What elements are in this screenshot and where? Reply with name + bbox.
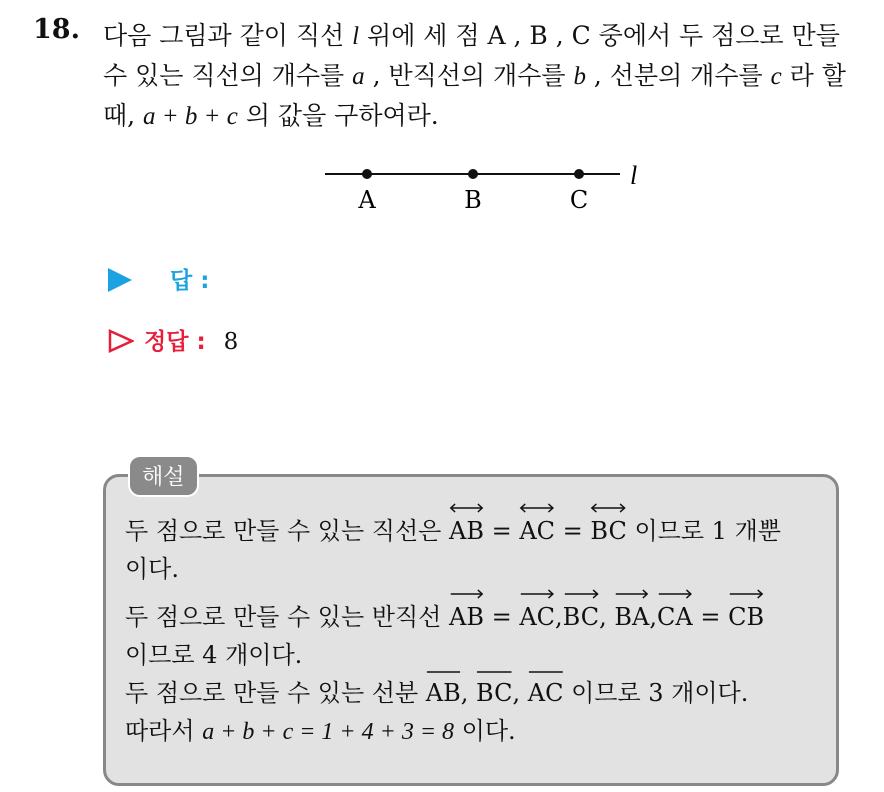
line-figure — [320, 158, 650, 218]
symbol-text: AC — [519, 603, 556, 631]
ray-symbol — [614, 598, 649, 636]
solution-line-5: 두 점으로 만들 수 있는 선분 AB, BC, AC 이므로 3 개이다. — [125, 674, 837, 712]
text: 수 있는 직선의 개수를 — [103, 61, 353, 90]
text: 때, — [103, 101, 144, 130]
solution-text — [125, 512, 837, 750]
right-arrow-icon — [449, 588, 484, 600]
outline-triangle-icon — [108, 329, 134, 353]
problem-line-3 — [103, 96, 883, 136]
solution-line-1: 두 점으로 만들 수 있는 직선은 AB = AC = BC 이므로 1 개뿐 — [125, 512, 837, 550]
solution-line-6 — [125, 712, 837, 750]
ray-symbol — [657, 598, 693, 636]
problem-number: 18. — [33, 14, 80, 45]
text: 다음 그림과 같이 직선 — [103, 21, 353, 50]
text: 이다. — [454, 717, 516, 745]
text: 두 점으로 만들 수 있는 선분 — [125, 679, 426, 707]
point-c-label: C — [569, 186, 589, 214]
overline-bar — [426, 664, 461, 676]
right-arrow-icon — [657, 588, 693, 600]
solution-tag: 해설 — [128, 455, 199, 497]
text: 의 값을 구하여라. — [237, 101, 439, 130]
answer-label: 답 : — [170, 268, 210, 294]
solution-line-2: 이다. — [125, 555, 179, 583]
ray-symbol — [563, 598, 599, 636]
right-arrow-icon — [519, 588, 555, 600]
line-label: l — [630, 161, 638, 190]
double-arrow-icon — [449, 502, 484, 514]
play-triangle-icon — [108, 268, 132, 292]
text: 두 점으로 만들 수 있는 직선은 — [125, 517, 449, 545]
var-c: c — [770, 63, 782, 90]
correct-answer-row — [108, 323, 238, 356]
line-symbol — [449, 512, 484, 550]
line-symbol — [519, 512, 555, 550]
var-a: a — [352, 63, 365, 90]
text: 두 점으로 만들 수 있는 반직선 — [125, 603, 449, 631]
solution-line-3: 두 점으로 만들 수 있는 반직선 AB = AC, BC, BA, CA = CB — [125, 598, 837, 636]
line-symbol — [590, 512, 626, 550]
var-l: l — [352, 23, 360, 50]
solution-line-4: 이므로 4 개이다. — [125, 641, 303, 669]
correct-answer-label: 정답 : — [144, 329, 206, 355]
text: 이므로 1 개뿐 — [626, 517, 781, 545]
answer-row — [108, 262, 209, 295]
symbol-text: BC — [476, 679, 513, 707]
symbol-text: AB — [425, 679, 461, 707]
double-arrow-icon — [590, 502, 626, 514]
ray-symbol — [449, 598, 484, 636]
point-a-label: A — [358, 186, 376, 214]
segment-symbol — [426, 674, 461, 712]
symbol-text: BC — [590, 517, 627, 545]
right-arrow-icon — [614, 588, 649, 600]
segment-symbol — [476, 674, 512, 712]
text: 위에 세 점 A , B , C 중에서 두 점으로 만들 — [359, 21, 840, 50]
symbol-text: BA — [614, 603, 650, 631]
symbol-text: BC — [562, 603, 600, 631]
ray-symbol — [519, 598, 555, 636]
symbol-text: CA — [657, 603, 693, 631]
segment-symbol — [528, 674, 564, 712]
expr-abc: a + b + c — [143, 103, 238, 130]
point-c-dot — [574, 169, 584, 179]
symbol-text: AB — [448, 603, 484, 631]
text: 이므로 3 개이다. — [563, 679, 749, 707]
math-expression: a + b + c = 1 + 4 + 3 = 8 — [202, 719, 455, 745]
point-b-dot — [468, 169, 478, 179]
overline-bar — [476, 664, 512, 676]
right-arrow-icon — [563, 588, 599, 600]
double-arrow-icon — [519, 502, 555, 514]
point-a-dot — [362, 169, 372, 179]
problem-line-2 — [103, 56, 883, 96]
correct-answer-value: 8 — [223, 329, 239, 355]
text: 라 할 — [781, 61, 846, 90]
overline-bar — [528, 664, 564, 676]
text: , 선분의 개수를 — [585, 61, 771, 90]
problem-line-1 — [103, 16, 883, 56]
problem-text — [103, 16, 883, 136]
symbol-text: AB — [448, 517, 484, 545]
text: 따라서 — [125, 717, 203, 745]
right-arrow-icon — [728, 588, 764, 600]
point-b-label: B — [464, 186, 482, 214]
var-b: b — [573, 63, 586, 90]
ray-symbol — [728, 598, 764, 636]
text: , 반직선의 개수를 — [364, 61, 574, 90]
symbol-text: AC — [527, 679, 564, 707]
symbol-text: AC — [519, 517, 556, 545]
symbol-text: CB — [728, 603, 765, 631]
